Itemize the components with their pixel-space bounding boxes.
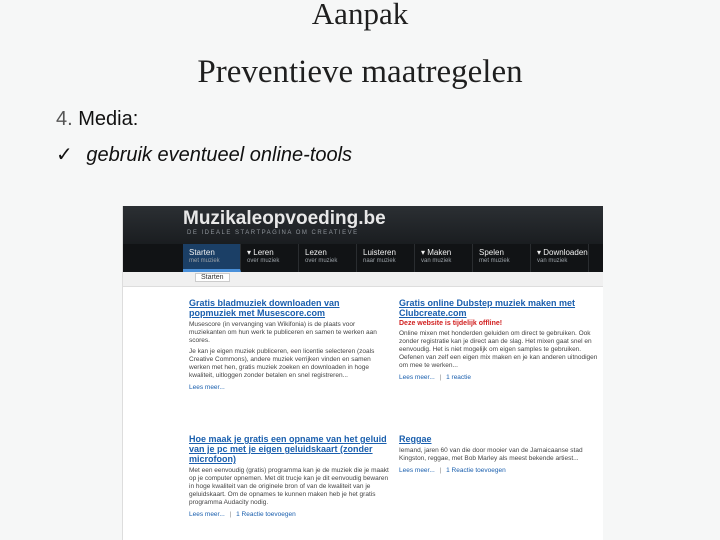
- site-subnav: [123, 272, 603, 287]
- slide-title-line2: Preventieve maatregelen: [197, 54, 523, 90]
- post-title[interactable]: Gratis online Dubstep muziek maken met Clubcreate.com: [399, 298, 576, 318]
- site-header: [123, 206, 603, 244]
- read-more-link[interactable]: Lees meer...: [189, 384, 225, 391]
- comment-link[interactable]: 1 reactie: [446, 374, 472, 381]
- post-paragraph: Met een eenvoudig (gratis) programma kan je de muziek die je maakt op je computer opnemen. Met dit trucje kan je dit eenvoudig bewaren in hoge kwaliteit van de originele bron of van de kwaliteit van je geluidskaart. Om de opnames te kunnen maken heb je het gratis programma Audacity nodig.: [189, 467, 389, 506]
- nav-sub: naar muziek: [363, 258, 396, 264]
- nav-sub: met muziek: [479, 258, 510, 264]
- nav-label: ▾ Downloaden: [537, 248, 588, 257]
- comment-link[interactable]: 1 Reactie toevoegen: [236, 511, 296, 518]
- slide-title-line1: Aanpak: [311, 0, 409, 31]
- bullet-media: [56, 108, 138, 131]
- read-more-link[interactable]: Lees meer...: [399, 467, 435, 474]
- post-clubcreate: [399, 298, 599, 381]
- footer-separator: |: [229, 511, 232, 518]
- nav-sub: van muziek: [537, 258, 568, 264]
- post-paragraph: Musescore (in vervanging van Wikifonia) is de plaats voor muziekanten om hun werk te publiceren en samen te werken aan scores.: [189, 321, 377, 344]
- nav-sub: met muziek: [189, 258, 220, 264]
- post-audio-recording: [189, 434, 389, 518]
- nav-item-maken[interactable]: [415, 244, 473, 272]
- post-musescore: [189, 298, 389, 391]
- nav-sub: van muziek: [421, 258, 452, 264]
- comment-link[interactable]: 1 Reactie toevoegen: [446, 467, 506, 474]
- post-footer: [399, 467, 599, 474]
- nav-label: ▾ Maken: [421, 248, 452, 257]
- subbullet-online-tools: [56, 142, 352, 167]
- site-tagline: DE IDEALE STARTPAGINA OM CREATIEVE: [187, 230, 359, 236]
- site-logo[interactable]: Muzikaleopvoeding.be: [183, 208, 386, 229]
- post-paragraph: Online mixen met honderden geluiden om direct te gebruiken. Ook zonder registratie kan je direct aan de slag. Het mixen gaat snel en eenvoudig. Het is niet mogelijk om eigen samples te gebruiken. Oefenen van zelf een eigen mix maken en je kan anderen uitnodigen om mee te werken...: [399, 330, 598, 369]
- post-footer: [189, 384, 389, 391]
- nav-sub: over muziek: [305, 258, 338, 264]
- post-title[interactable]: Hoe maak je gratis een opname van het geluid van je pc met je eigen geluidskaart (zonder microfoon): [189, 434, 387, 464]
- read-more-link[interactable]: Lees meer...: [399, 374, 435, 381]
- nav-label: Starten: [189, 248, 215, 257]
- nav-sub: over muziek: [247, 258, 280, 264]
- post-paragraph: Je kan je eigen muziek publiceren, een licentie selecteren (zoals Creative Commons), andere muziek verrijken vinden en samen werken met hen, gratis muziek zoeken en downloaden in hoge kwaliteit, uitloggen zonder betalen en snel registreren...: [189, 348, 375, 379]
- bullet-label: Media:: [78, 108, 139, 130]
- nav-label: Luisteren: [363, 248, 396, 257]
- post-body: [399, 447, 599, 463]
- bullet-number: 4.: [56, 108, 73, 130]
- nav-item-luisteren[interactable]: [357, 244, 415, 272]
- checkmark-icon: ✓: [56, 144, 73, 166]
- nav-label: Spelen: [479, 248, 504, 257]
- post-title[interactable]: Gratis bladmuziek downloaden van popmuziek met Musescore.com: [189, 298, 340, 318]
- site-nav: [123, 244, 603, 272]
- nav-item-lezen[interactable]: [299, 244, 357, 272]
- nav-item-starten[interactable]: [183, 244, 241, 272]
- post-body: [189, 467, 389, 507]
- post-body: [189, 321, 389, 380]
- nav-item-downloaden[interactable]: [531, 244, 589, 272]
- read-more-link[interactable]: Lees meer...: [189, 511, 225, 518]
- post-subtitle: Deze website is tijdelijk offline!: [399, 320, 503, 327]
- nav-label: Lezen: [305, 248, 327, 257]
- post-paragraph: Iemand, jaren 60 van die door mooier van de Jamaicaanse stad Kingston, reggae, met Bob Marley als meest bekende artiest...: [399, 447, 583, 462]
- post-title[interactable]: Reggae: [399, 434, 432, 444]
- post-reggae: [399, 434, 599, 474]
- nav-item-leren[interactable]: [241, 244, 299, 272]
- post-footer: [189, 511, 389, 518]
- post-body: [399, 330, 599, 370]
- website-screenshot: [122, 206, 603, 540]
- footer-separator: |: [439, 467, 442, 474]
- nav-label: ▾ Leren: [247, 248, 274, 257]
- subbullet-text: gebruik eventueel online-tools: [86, 144, 353, 166]
- footer-separator: |: [439, 374, 442, 381]
- post-footer: [399, 374, 599, 381]
- nav-item-spelen[interactable]: [473, 244, 531, 272]
- subnav-item-starten[interactable]: Starten: [195, 273, 230, 282]
